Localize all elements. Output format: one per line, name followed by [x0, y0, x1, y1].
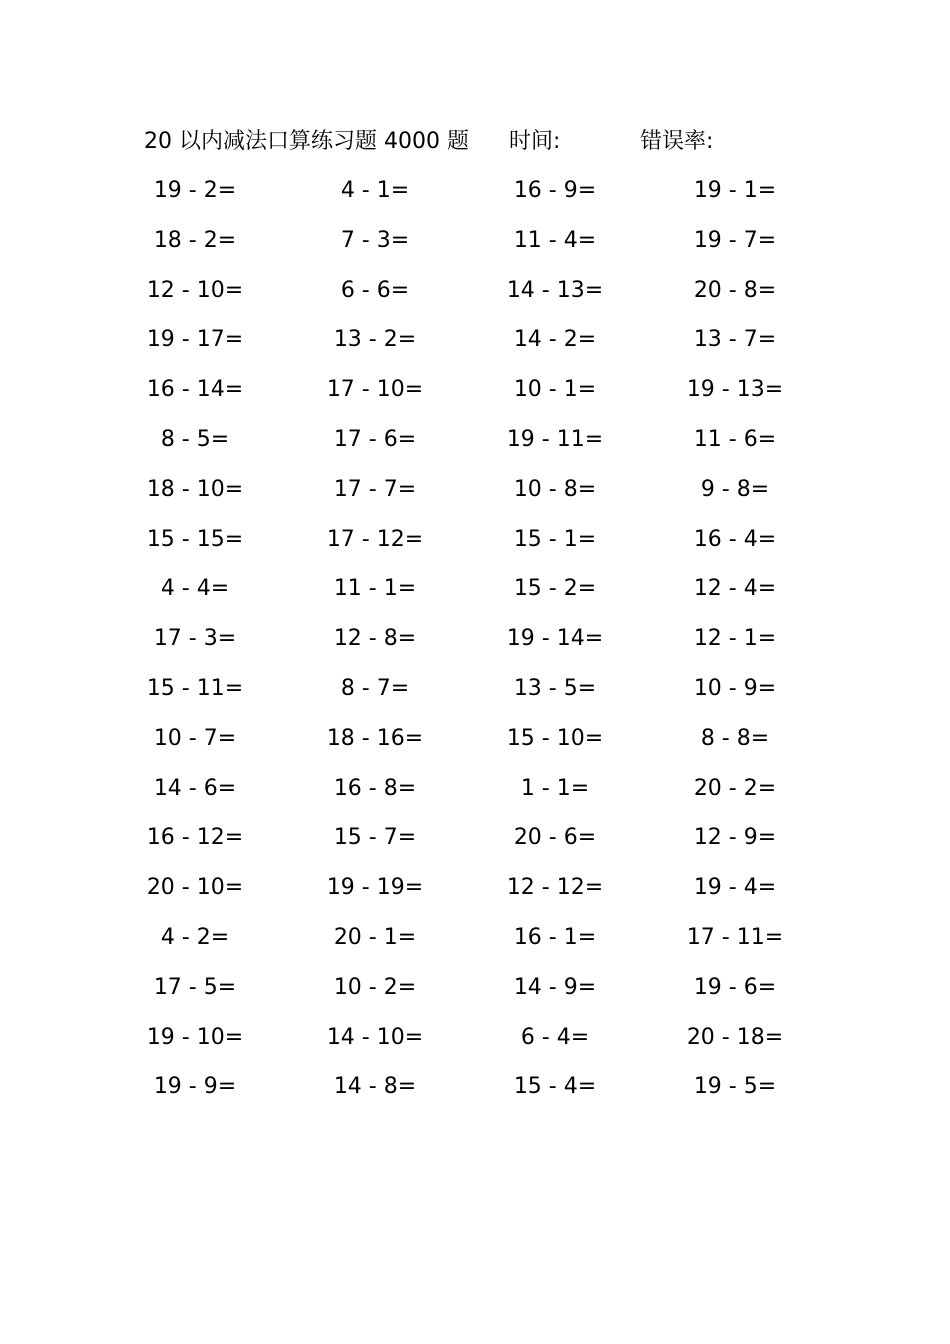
subtraction-problem: 17 - 5=: [153, 974, 237, 1000]
subtraction-problem: 14 - 2=: [513, 327, 597, 353]
subtraction-problem: 19 - 17=: [146, 327, 244, 353]
subtraction-problem: 19 - 6=: [693, 974, 777, 1000]
subtraction-problem: 11 - 1=: [333, 576, 417, 602]
subtraction-problem: 19 - 10=: [146, 1024, 244, 1050]
subtraction-problem: 20 - 18=: [686, 1024, 784, 1050]
subtraction-problem: 6 - 6=: [340, 277, 410, 303]
subtraction-problem: 14 - 10=: [326, 1024, 424, 1050]
problem-row: [140, 1066, 810, 1116]
subtraction-problem: 4 - 1=: [340, 178, 410, 203]
problem-row: [140, 1017, 810, 1067]
subtraction-problem: 15 - 2=: [513, 576, 597, 602]
subtraction-problem: 15 - 7=: [333, 825, 417, 851]
subtraction-problem: 19 - 4=: [693, 875, 777, 901]
subtraction-problem: 17 - 11=: [686, 924, 784, 950]
subtraction-problem: 17 - 10=: [326, 377, 424, 403]
subtraction-problem: 6 - 4=: [520, 1024, 590, 1050]
subtraction-problem: 8 - 5=: [160, 426, 230, 452]
subtraction-problem: 10 - 9=: [693, 675, 777, 701]
subtraction-problem: 14 - 6=: [153, 775, 237, 801]
subtraction-problem: 17 - 6=: [333, 426, 417, 452]
problem-row: [140, 568, 810, 618]
subtraction-problem: 19 - 7=: [693, 227, 777, 253]
problem-row: [140, 419, 810, 469]
subtraction-problem: 18 - 2=: [153, 227, 237, 253]
subtraction-problem: 16 - 8=: [333, 775, 417, 801]
subtraction-problem: 15 - 1=: [513, 526, 597, 552]
problem-row: [140, 668, 810, 718]
subtraction-problem: 19 - 2=: [153, 178, 237, 203]
problem-row: [140, 220, 810, 270]
error-rate-label: 错误率:: [640, 129, 714, 154]
subtraction-problem: 12 - 12=: [506, 875, 604, 901]
subtraction-problem: 9 - 8=: [700, 476, 770, 502]
subtraction-problem: 16 - 14=: [146, 377, 244, 403]
subtraction-problem: 17 - 7=: [333, 476, 417, 502]
subtraction-problem: 15 - 10=: [506, 725, 604, 751]
problem-row: [140, 967, 810, 1017]
subtraction-problem: 8 - 7=: [340, 675, 410, 701]
problem-row: [140, 867, 810, 917]
subtraction-problem: 20 - 6=: [513, 825, 597, 851]
subtraction-problem: 4 - 2=: [160, 924, 230, 950]
subtraction-problem: 16 - 4=: [693, 526, 777, 552]
subtraction-problem: 12 - 10=: [146, 277, 244, 303]
subtraction-problem: 18 - 10=: [146, 476, 244, 502]
subtraction-problem: 10 - 7=: [153, 725, 237, 751]
subtraction-problem: 8 - 8=: [700, 725, 770, 751]
subtraction-problem: 13 - 5=: [513, 675, 597, 701]
subtraction-problem: 13 - 2=: [333, 327, 417, 353]
subtraction-problem: 15 - 4=: [513, 1074, 597, 1100]
subtraction-problem: 10 - 8=: [513, 476, 597, 502]
subtraction-problem: 10 - 2=: [333, 974, 417, 1000]
subtraction-problem: 11 - 4=: [513, 227, 597, 253]
subtraction-problem: 18 - 16=: [326, 725, 424, 751]
subtraction-problem: 16 - 9=: [513, 178, 597, 203]
subtraction-problem: 13 - 7=: [693, 327, 777, 353]
subtraction-problem: 14 - 9=: [513, 974, 597, 1000]
subtraction-problem: 11 - 6=: [693, 426, 777, 452]
subtraction-problem: 20 - 10=: [146, 875, 244, 901]
subtraction-problem: 16 - 1=: [513, 924, 597, 950]
worksheet-title: 20 以内减法口算练习题 4000 题: [144, 129, 469, 154]
subtraction-problem: 4 - 4=: [160, 576, 230, 602]
subtraction-problem: 17 - 3=: [153, 626, 237, 652]
problem-row: [140, 817, 810, 867]
subtraction-problem: 12 - 4=: [693, 576, 777, 602]
subtraction-problem: 20 - 1=: [333, 924, 417, 950]
subtraction-problem: 15 - 11=: [146, 675, 244, 701]
problem-row: [140, 469, 810, 519]
subtraction-problem: 1 - 1=: [520, 775, 590, 801]
problem-row: [140, 618, 810, 668]
problem-row: [140, 319, 810, 369]
subtraction-problem: 14 - 8=: [333, 1074, 417, 1100]
subtraction-problem: 14 - 13=: [506, 277, 604, 303]
problem-row: [140, 917, 810, 967]
subtraction-problem: 7 - 3=: [340, 227, 410, 253]
subtraction-problem: 15 - 15=: [146, 526, 244, 552]
subtraction-problem: 10 - 1=: [513, 377, 597, 403]
subtraction-problem: 19 - 14=: [506, 626, 604, 652]
subtraction-problem: 20 - 8=: [693, 277, 777, 303]
subtraction-problem: 19 - 1=: [693, 178, 777, 203]
problem-row: [140, 718, 810, 768]
problem-row: [140, 768, 810, 818]
subtraction-problem: 19 - 9=: [153, 1074, 237, 1100]
subtraction-problem: 19 - 19=: [326, 875, 424, 901]
subtraction-problem: 12 - 8=: [333, 626, 417, 652]
subtraction-problem: 19 - 11=: [506, 426, 604, 452]
problem-row: [140, 369, 810, 419]
subtraction-problem: 12 - 1=: [693, 626, 777, 652]
worksheet-header: [144, 124, 824, 160]
subtraction-problem: 16 - 12=: [146, 825, 244, 851]
subtraction-problem: 20 - 2=: [693, 775, 777, 801]
problem-row: [140, 519, 810, 569]
time-label: 时间:: [509, 129, 561, 154]
problem-grid: [140, 170, 810, 1116]
subtraction-problem: 12 - 9=: [693, 825, 777, 851]
problem-row: [140, 270, 810, 320]
subtraction-problem: 17 - 12=: [326, 526, 424, 552]
problem-row: [140, 170, 810, 220]
subtraction-problem: 19 - 13=: [686, 377, 784, 403]
subtraction-problem: 19 - 5=: [693, 1074, 777, 1100]
